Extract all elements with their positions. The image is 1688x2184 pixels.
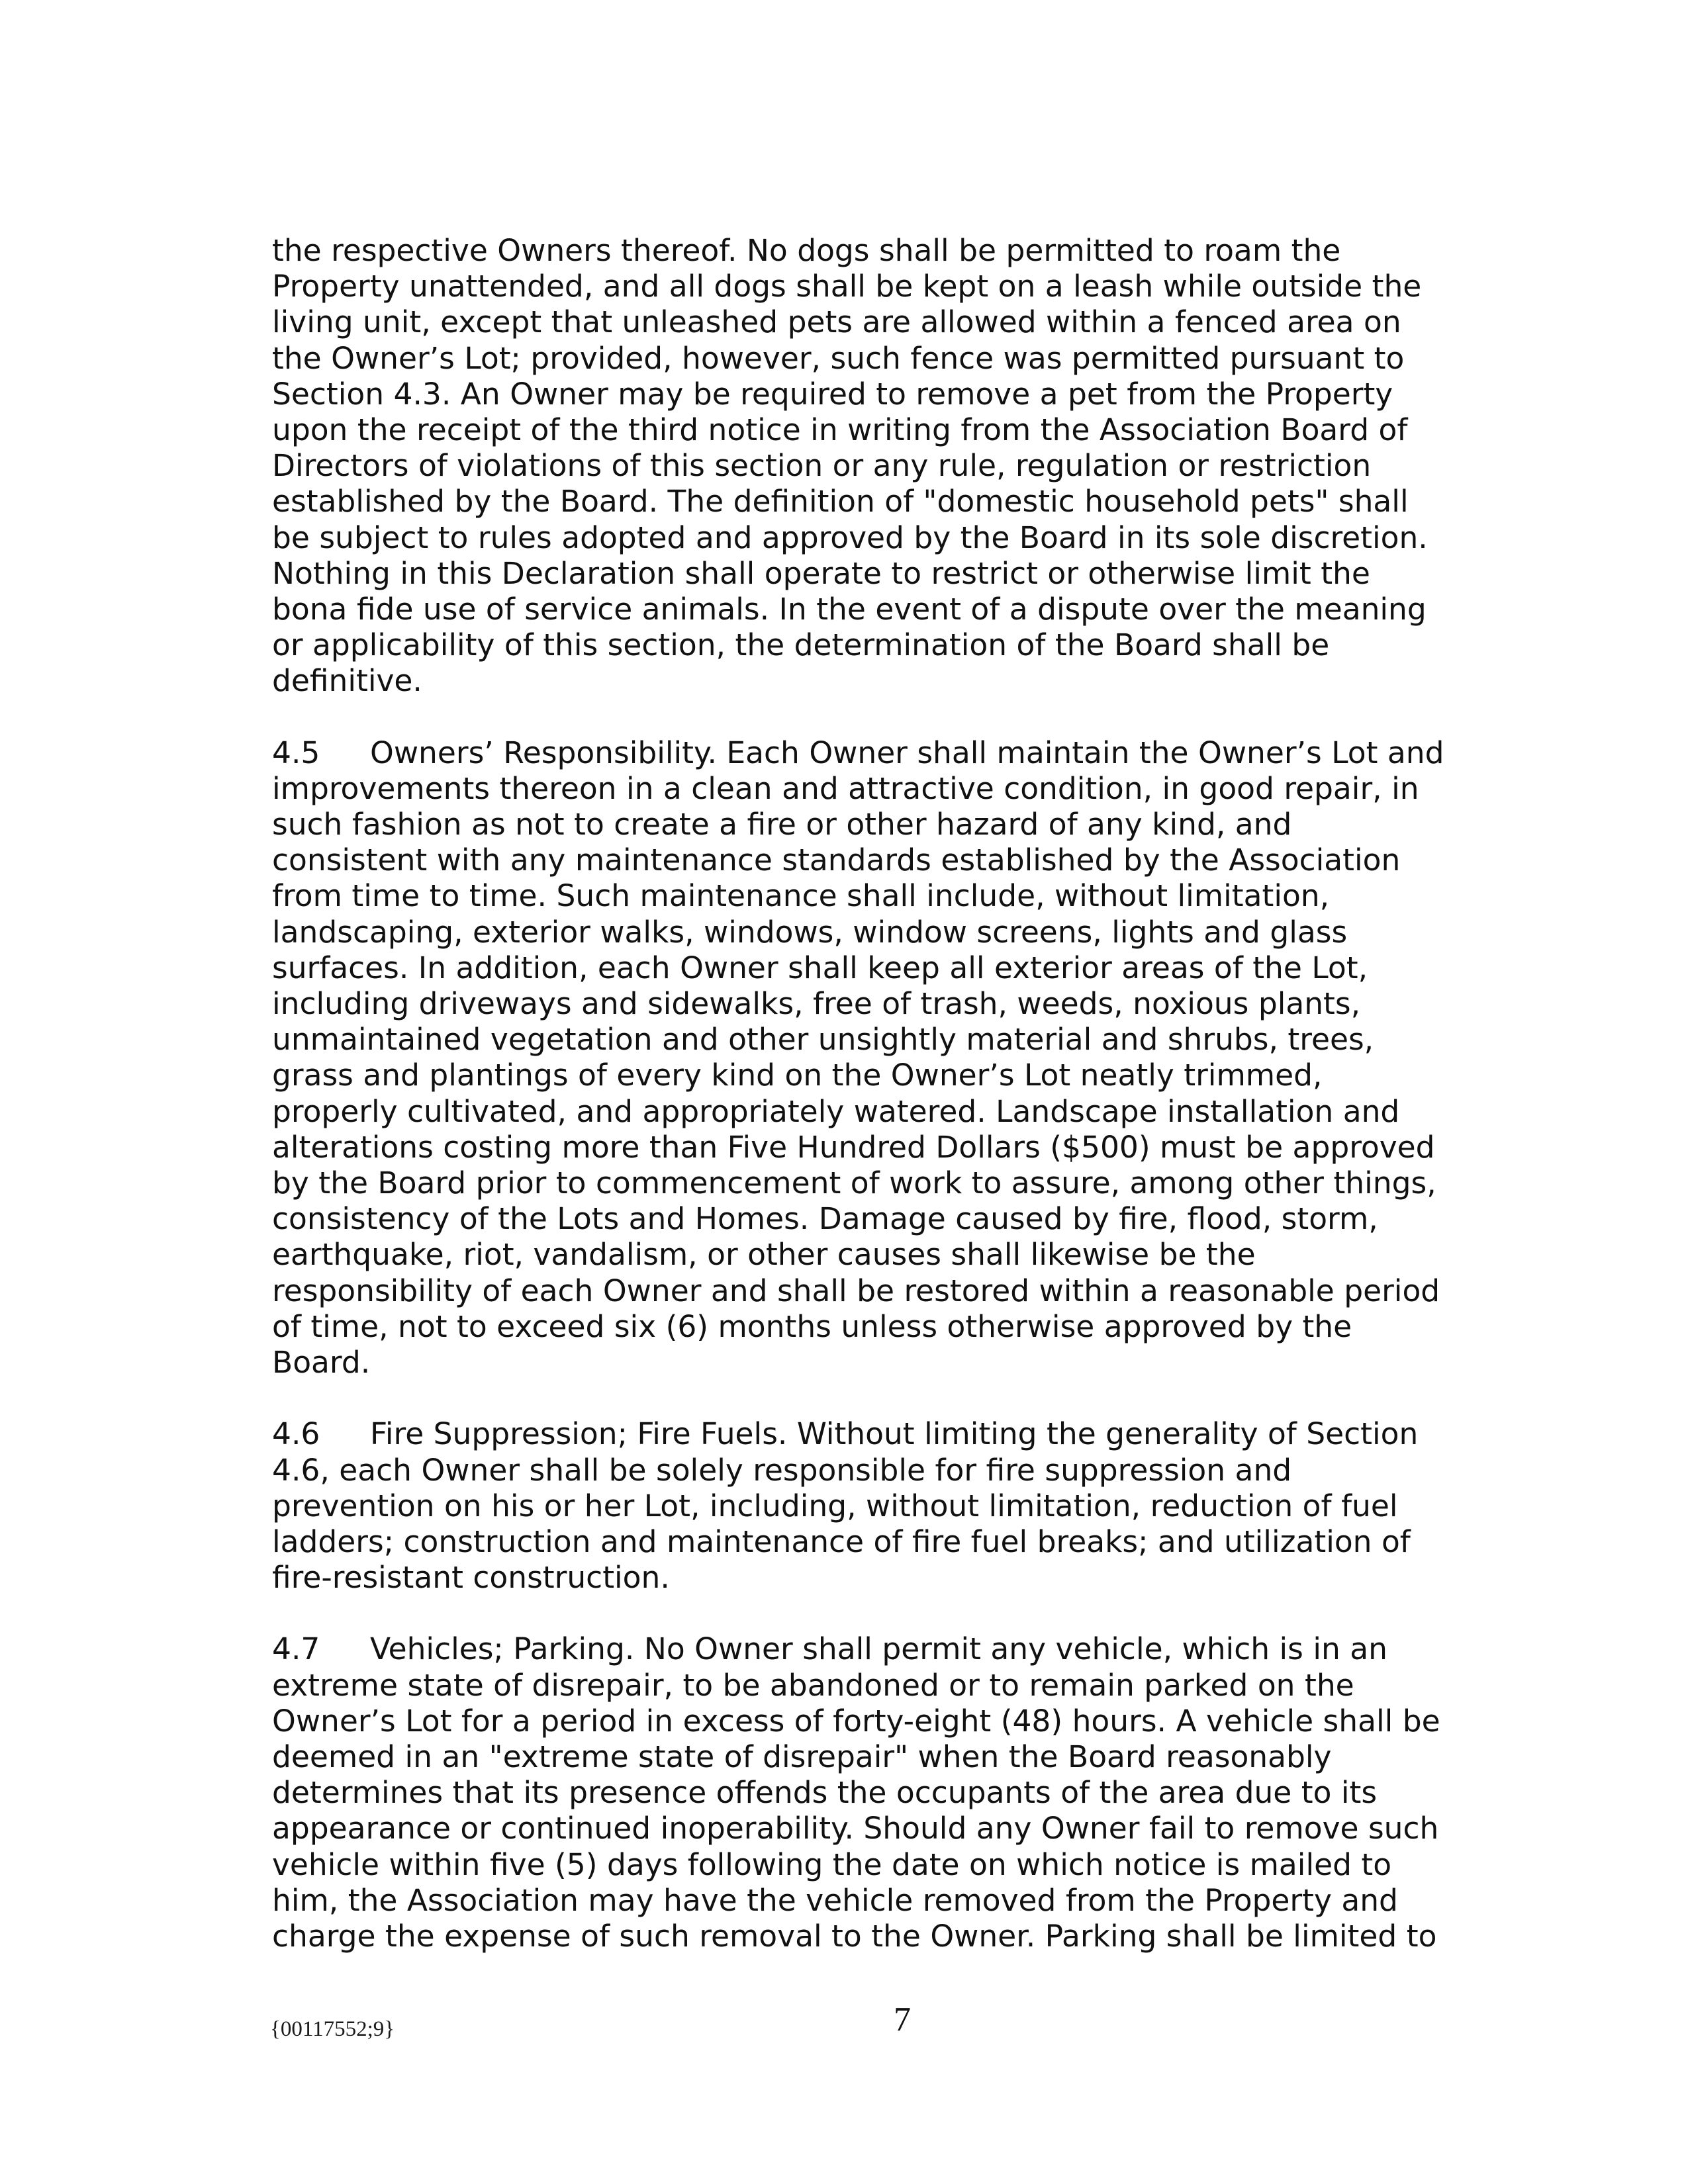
section-number: 4.6: [272, 1416, 320, 1452]
paragraph-continuation: [272, 233, 1450, 700]
paragraph-text: Owners’ Responsibility. Each Owner shall maintain the Owner’s Lot and improvements thereon in a clean and attractive condition, in good repair, in such fashion as not to create a fire or other hazard of any kind, and consistent with any maintenance standards established by the Association from time to time. Such maintenance shall include, without limitation, landscaping, exterior walks, windows, window screens, lights and glass surfaces. In addition, each Owner shall keep all exterior areas of the Lot, including driveways and sidewalks, free of trash, weeds, noxious plants, unmaintained vegetation and other unsightly material and shrubs, trees, grass and plantings of every kind on the Owner’s Lot neatly trimmed, properly cultivated, and appropriately watered. Landscape installation and alterations costing more than Five Hundred Dollars ($500) must be approved by the Board prior to commencement of work to assure, among other things, consistency of the Lots and Homes. Damage caused by fire, flood, storm, earthquake, riot, vandalism, or other causes shall likewise be the responsibility of each Owner and shall be restored within a reasonable period of time, not to exceed six (6) months unless otherwise approved by the Board.: [272, 735, 1444, 1381]
section-number: 4.5: [272, 735, 320, 770]
document-id: {00117552;9}: [270, 2017, 395, 2041]
paragraph-text: the respective Owners thereof. No dogs shall be permitted to roam the Property unattended, and all dogs shall be kept on a leash while outside the living unit, except that unleashed pets are allowed within a fenced area on the Owner’s Lot; provided, however, such fence was permitted pursuant to Section 4.3. An Owner may be required to remove a pet from the Property upon the receipt of the third notice in writing from the Association Board of Directors of violations of this section or any rule, regulation or restriction established by the Board. The definition of "domestic household pets" shall be subject to rules adopted and approved by the Board in its sole discretion. Nothing in this Declaration shall operate to restrict or otherwise limit the bona fide use of service animals. In the event of a dispute over the meaning or applicability of this section, the determination of the Board shall be definitive.: [272, 233, 1428, 699]
section-4-7-paragraph: [272, 1631, 1450, 1954]
page-number: 7: [894, 2001, 911, 2038]
section-4-5-paragraph: [272, 735, 1450, 1381]
section-number: 4.7: [272, 1631, 320, 1667]
paragraph-text: Fire Suppression; Fire Fuels. Without limiting the generality of Section 4.6, each Owner shall be solely responsible for fire suppression and prevention on his or her Lot, including, without limitation, reduction of fuel ladders; construction and maintenance of fire fuel breaks; and utilization of fire-resistant construction.: [272, 1416, 1419, 1596]
section-4-6-paragraph: [272, 1416, 1450, 1596]
paragraph-text: Vehicles; Parking. No Owner shall permit any vehicle, which is in an extreme state of disrepair, to be abandoned or to remain parked on the Owner’s Lot for a period in excess of forty-eight (48) hours. A vehicle shall be deemed in an "extreme state of disrepair" when the Board reasonably determines that its presence offends the occupants of the area due to its appearance or continued inoperability. Should any Owner fail to remove such vehicle within five (5) days following the date on which notice is mailed to him, the Association may have the vehicle removed from the Property and charge the expense of such removal to the Owner. Parking shall be limited to: [272, 1631, 1440, 1954]
document-body: [272, 233, 1450, 1990]
